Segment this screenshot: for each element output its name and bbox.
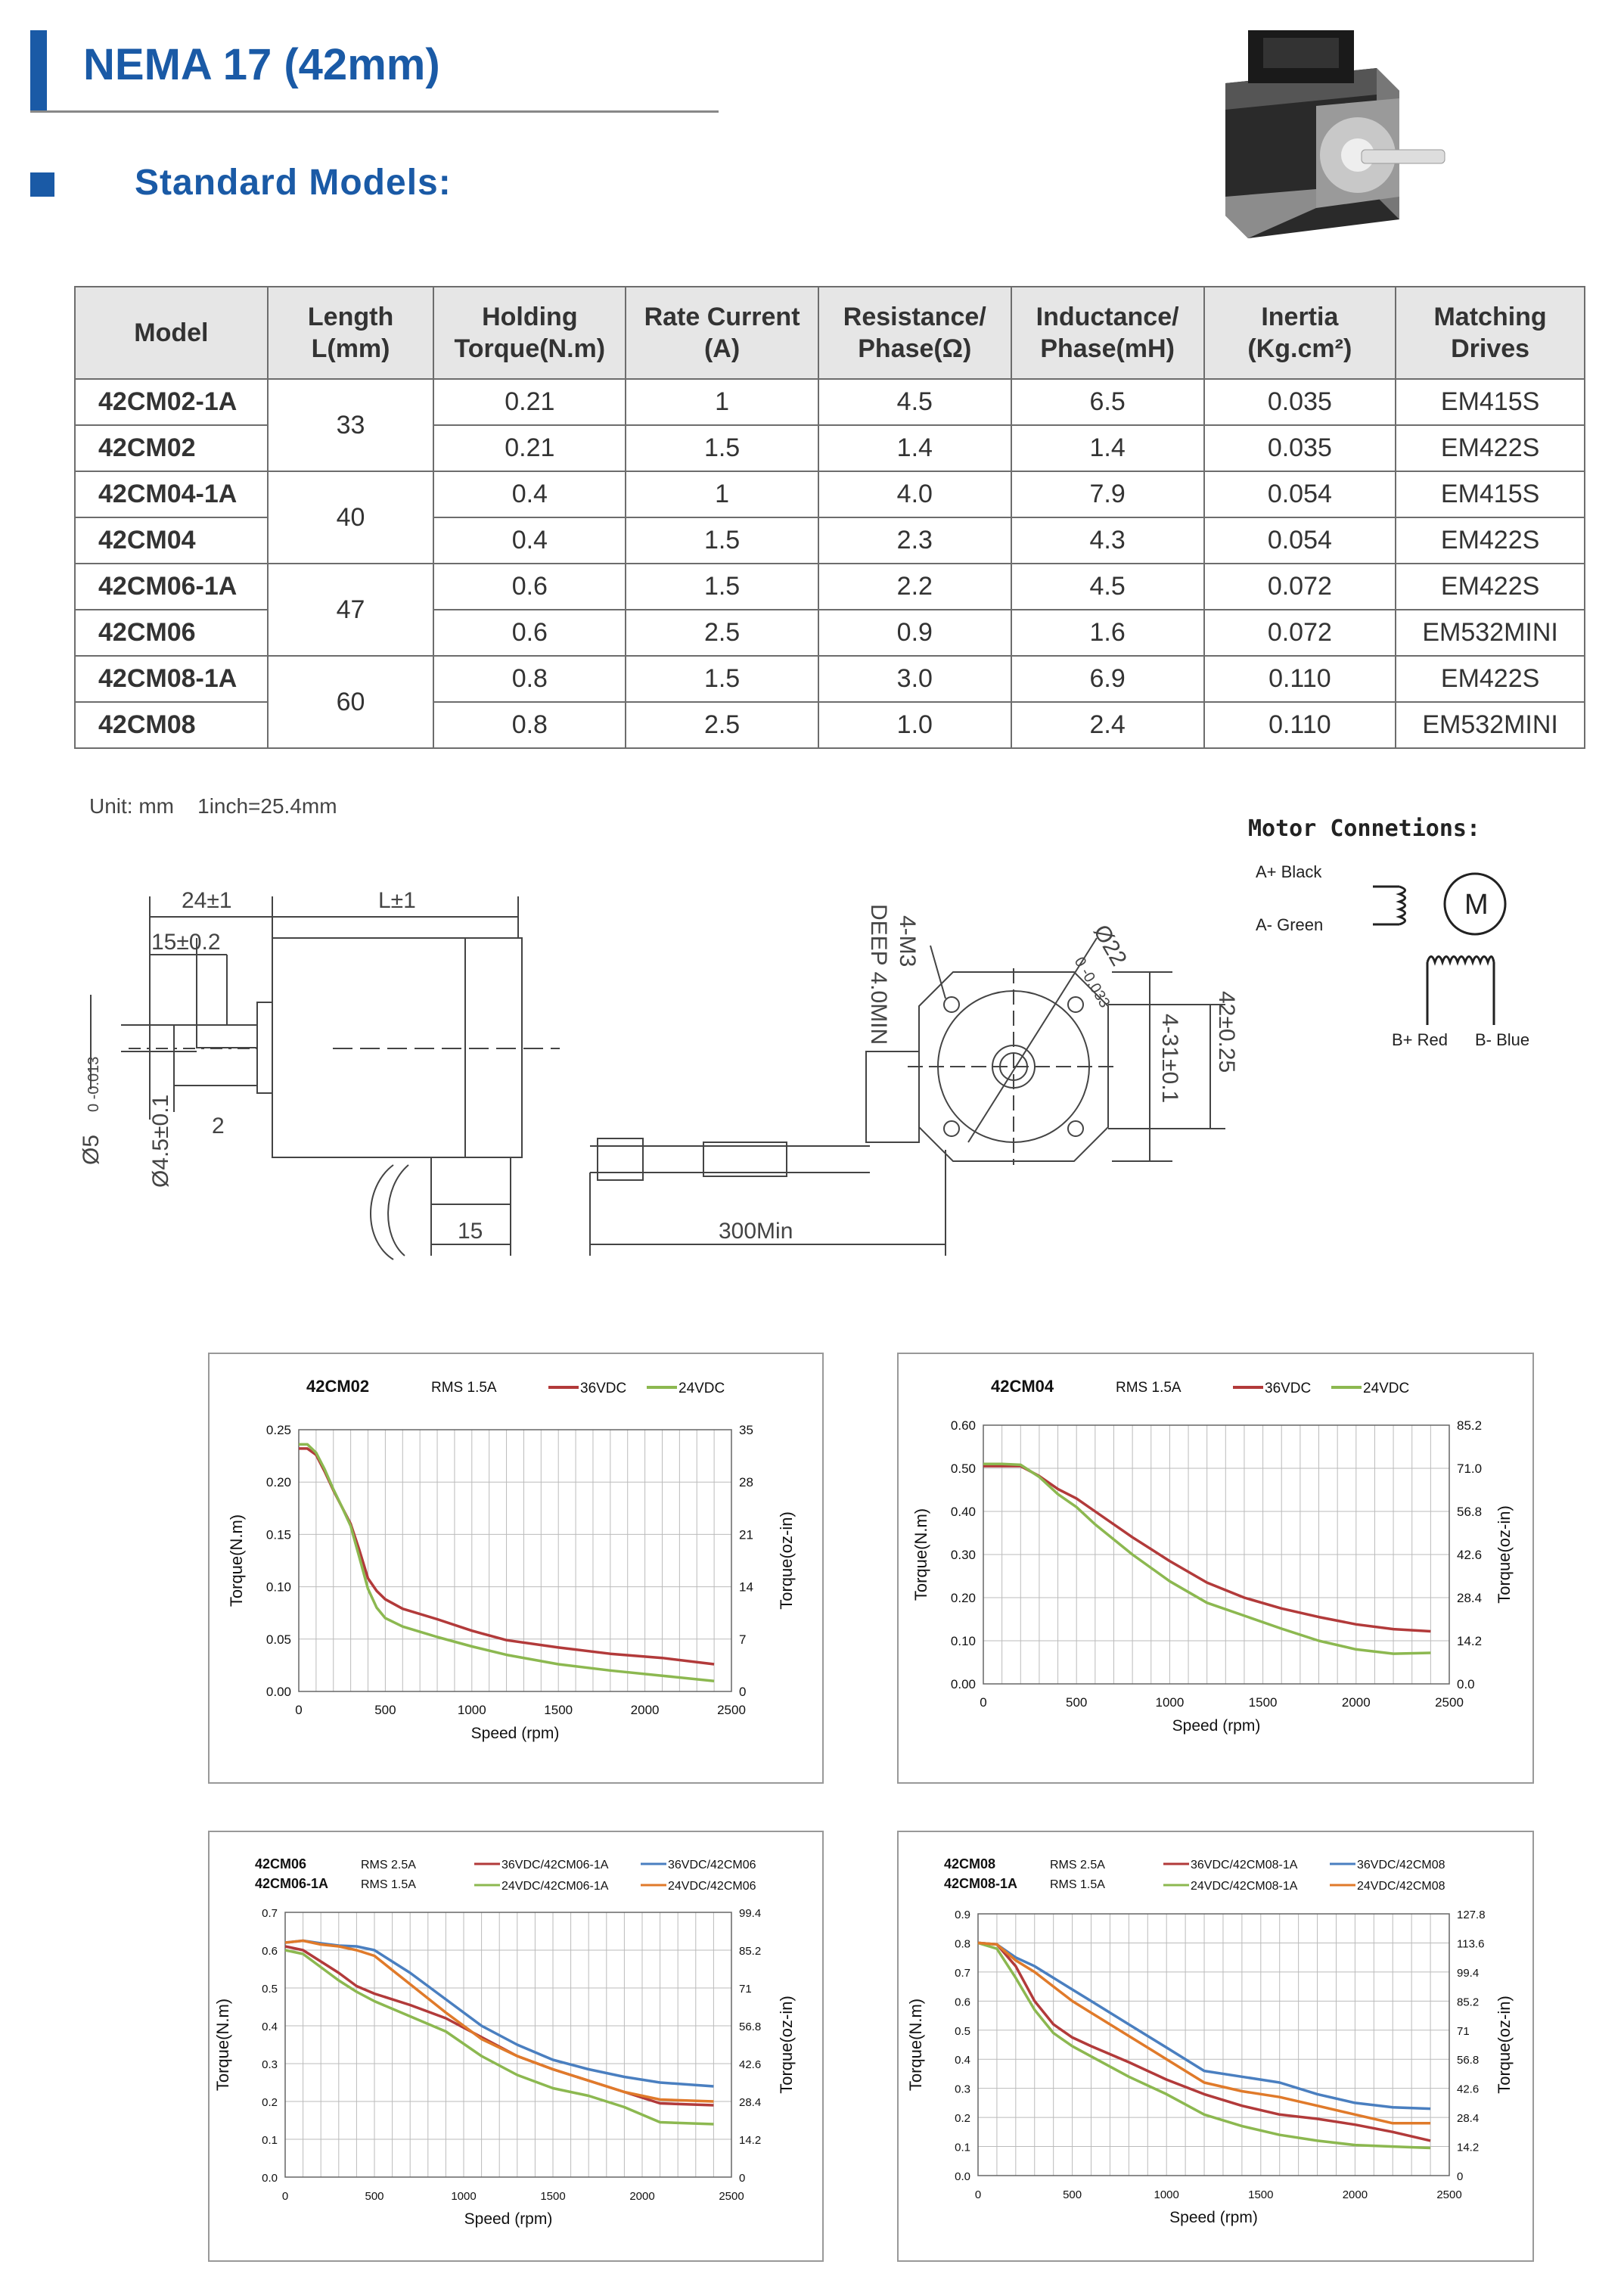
label-a-minus: A- Green <box>1256 915 1324 934</box>
y2-tick-label: 21 <box>739 1527 753 1542</box>
cell-torque: 0.8 <box>433 702 626 748</box>
dim-300: 300Min <box>719 1219 793 1244</box>
x-tick-label: 2000 <box>1342 2188 1368 2201</box>
cell-inductance: 2.4 <box>1011 702 1204 748</box>
x-tick-label: 1000 <box>1154 2188 1179 2201</box>
x-tick-label: 0 <box>295 1703 303 1717</box>
legend-label: 24VDC/42CM06-1A <box>501 1880 609 1893</box>
chart-panel-42cm04 <box>897 1353 1534 1784</box>
page-title: NEMA 17 (42mm) <box>83 40 440 89</box>
y-tick-label: 0.1 <box>955 2141 970 2154</box>
plot-frame <box>978 1914 1449 2176</box>
y-tick-label: 0.10 <box>265 1579 291 1595</box>
torque-chart-42cm02 <box>210 1354 822 1782</box>
dim-2: 2 <box>212 1114 225 1138</box>
motor-connections-title: Motor Connetions: <box>1248 815 1481 842</box>
chart-title: 42CM04 <box>991 1377 1054 1396</box>
torque-chart-42cm04 <box>899 1354 1532 1782</box>
x-tick-label: 2500 <box>717 1703 746 1717</box>
x-tick-label: 1500 <box>540 2190 566 2203</box>
y-tick-label: 0.1 <box>262 2134 278 2147</box>
title-accent-bar <box>30 30 47 112</box>
cell-length: 47 <box>268 564 434 656</box>
y2-tick-label: 42.6 <box>1457 1548 1483 1562</box>
x-tick-label: 1500 <box>544 1703 573 1717</box>
chart-note: RMS 1.5A <box>1116 1380 1182 1396</box>
cell-torque: 0.8 <box>433 656 626 702</box>
cell-resistance: 1.4 <box>818 425 1011 471</box>
cell-torque: 0.21 <box>433 425 626 471</box>
cell-resistance: 2.2 <box>818 564 1011 610</box>
y2-tick-label: 56.8 <box>1457 2054 1480 2067</box>
chart-title: 42CM08 <box>944 1856 996 1871</box>
cell-inductance: 6.5 <box>1011 379 1204 425</box>
x-tick-label: 500 <box>1066 1695 1088 1710</box>
cell-drive: EM415S <box>1396 471 1585 517</box>
dim-d22-tol: 0 -0.033 <box>1070 954 1113 1011</box>
cell-torque: 0.6 <box>433 610 626 656</box>
cell-resistance: 3.0 <box>818 656 1011 702</box>
table-row <box>75 564 1585 610</box>
cell-drive: EM415S <box>1396 379 1585 425</box>
torque-chart-42cm06 <box>210 1832 822 2260</box>
legend-label: 36VDC/42CM06-1A <box>501 1859 609 1871</box>
y2-tick-label: 42.6 <box>1457 2083 1480 2096</box>
cell-current: 1.5 <box>626 564 818 610</box>
x-axis-label: Speed (rpm) <box>1169 2209 1258 2226</box>
cell-resistance: 2.3 <box>818 517 1011 564</box>
x-tick-label: 2000 <box>629 2190 655 2203</box>
x-tick-label: 1000 <box>1155 1695 1185 1710</box>
y-tick-label: 0.6 <box>955 1996 970 2009</box>
y-tick-label: 0.5 <box>262 1983 278 1996</box>
dim-d5-tol: 0 -0.013 <box>85 1056 102 1112</box>
x-tick-label: 2500 <box>719 2190 744 2203</box>
cell-model: 42CM06-1A <box>75 564 268 610</box>
col-header-resistance: Resistance/ Phase(Ω) <box>818 287 1011 379</box>
y2-tick-label: 28.4 <box>739 2096 762 2109</box>
y2-tick-label: 28.4 <box>1457 2112 1480 2126</box>
y-tick-label: 0.2 <box>955 2112 970 2126</box>
cell-current: 1.5 <box>626 425 818 471</box>
y2-tick-label: 99.4 <box>739 1907 762 1920</box>
chart-title-2: 42CM06-1A <box>255 1876 329 1891</box>
y-tick-label: 0.00 <box>950 1677 976 1691</box>
y-axis-label: Torque(N.m) <box>213 1998 232 2092</box>
legend-label: 36VDC <box>1265 1381 1312 1396</box>
col-header-drives: Matching Drives <box>1396 287 1585 379</box>
y2-tick-label: 0 <box>1457 2170 1464 2183</box>
cell-inductance: 7.9 <box>1011 471 1204 517</box>
y2-tick-label: 113.6 <box>1457 1937 1485 1951</box>
cell-current: 2.5 <box>626 610 818 656</box>
cell-model: 42CM08-1A <box>75 656 268 702</box>
cell-inertia: 0.035 <box>1204 379 1396 425</box>
y2-tick-label: 85.2 <box>1457 1418 1483 1433</box>
dim-15b: 15 <box>458 1219 483 1244</box>
table-row <box>75 471 1585 517</box>
cell-inductance: 1.4 <box>1011 425 1204 471</box>
cell-model: 42CM04 <box>75 517 268 564</box>
y-tick-label: 0.0 <box>262 2172 278 2185</box>
y-tick-label: 0.00 <box>265 1685 291 1699</box>
x-tick-label: 0 <box>281 2190 289 2203</box>
cell-model: 42CM02-1A <box>75 379 268 425</box>
chart-note: RMS 1.5A <box>431 1380 497 1396</box>
y2-tick-label: 71 <box>1457 2024 1470 2038</box>
legend-label: 36VDC <box>580 1381 627 1396</box>
chart-note-2: RMS 1.5A <box>361 1878 416 1891</box>
dim-deep: DEEP 4.0MIN <box>866 904 891 1045</box>
y-tick-label: 0.7 <box>262 1907 278 1920</box>
table-row <box>75 656 1585 702</box>
table-header-row <box>75 287 1585 379</box>
y-tick-label: 0.15 <box>265 1527 291 1542</box>
y2-tick-label: 127.8 <box>1457 1909 1486 1921</box>
dim-length: L±1 <box>378 888 416 913</box>
y-tick-label: 0.60 <box>950 1418 976 1433</box>
cell-torque: 0.21 <box>433 379 626 425</box>
cell-inductance: 4.3 <box>1011 517 1204 564</box>
cell-inertia: 0.110 <box>1204 702 1396 748</box>
col-header-inertia: Inertia (Kg.cm²) <box>1204 287 1396 379</box>
legend-label: 36VDC/42CM06 <box>668 1859 756 1871</box>
x-tick-label: 2500 <box>1435 1695 1464 1710</box>
chart-panel-42cm02 <box>208 1353 824 1784</box>
y2-tick-label: 14.2 <box>739 2134 762 2147</box>
x-tick-label: 2500 <box>1436 2188 1462 2201</box>
y-tick-label: 0.40 <box>950 1505 976 1519</box>
y2-tick-label: 71 <box>739 1983 752 1996</box>
chart-panel-42cm08 <box>897 1831 1534 2262</box>
x-tick-label: 500 <box>1063 2188 1082 2201</box>
chart-title: 42CM02 <box>306 1377 370 1396</box>
x-tick-label: 0 <box>980 1695 987 1710</box>
motor-symbol: M <box>1464 889 1489 921</box>
cell-inertia: 0.110 <box>1204 656 1396 702</box>
x-axis-label: Speed (rpm) <box>1172 1717 1261 1735</box>
cell-inductance: 6.9 <box>1011 656 1204 702</box>
y-tick-label: 0.10 <box>950 1634 976 1648</box>
cell-torque: 0.4 <box>433 471 626 517</box>
x-tick-label: 2000 <box>1341 1695 1371 1710</box>
y-tick-label: 0.20 <box>950 1591 976 1605</box>
dim-d5: Ø5 <box>79 1134 104 1165</box>
cell-current: 2.5 <box>626 702 818 748</box>
y2-tick-label: 28 <box>739 1475 753 1490</box>
col-header-current: Rate Current (A) <box>626 287 818 379</box>
y2-tick-label: 85.2 <box>739 1945 762 1958</box>
legend-label: 24VDC/42CM08-1A <box>1191 1880 1298 1893</box>
dim-15a: 15±0.2 <box>151 930 221 955</box>
y2-axis-label: Torque(oz-in) <box>777 1996 796 2094</box>
y-tick-label: 0.0 <box>955 2170 970 2183</box>
cell-inertia: 0.072 <box>1204 564 1396 610</box>
cell-inductance: 1.6 <box>1011 610 1204 656</box>
y2-tick-label: 56.8 <box>739 2021 762 2033</box>
legend-label: 36VDC/42CM08 <box>1357 1859 1445 1871</box>
cell-length: 40 <box>268 471 434 564</box>
label-b-plus: B+ Red <box>1392 1030 1448 1049</box>
y2-tick-label: 42.6 <box>739 2058 762 2071</box>
y-tick-label: 0.50 <box>950 1461 976 1476</box>
dim-24: 24±1 <box>182 888 232 913</box>
cell-resistance: 4.5 <box>818 379 1011 425</box>
cell-current: 1 <box>626 379 818 425</box>
x-tick-label: 1000 <box>451 2190 477 2203</box>
y-tick-label: 0.6 <box>262 1945 278 1958</box>
cell-resistance: 4.0 <box>818 471 1011 517</box>
y2-tick-label: 35 <box>739 1423 753 1437</box>
spec-table <box>74 286 1585 749</box>
chart-note-2: RMS 1.5A <box>1050 1878 1105 1891</box>
dim-42: 42±0.25 <box>1214 991 1239 1073</box>
wiring-diagram <box>1248 847 1581 1059</box>
dimension-drawing <box>76 832 1256 1301</box>
y-tick-label: 0.9 <box>955 1909 970 1921</box>
cell-drive: EM422S <box>1396 517 1585 564</box>
dim-d22: Ø22 <box>1088 921 1132 971</box>
y-tick-label: 0.4 <box>955 2054 970 2067</box>
cell-model: 42CM08 <box>75 702 268 748</box>
cell-drive: EM422S <box>1396 564 1585 610</box>
y-tick-label: 0.05 <box>265 1632 291 1647</box>
cell-torque: 0.6 <box>433 564 626 610</box>
x-tick-label: 2000 <box>630 1703 660 1717</box>
cell-inertia: 0.054 <box>1204 471 1396 517</box>
y2-tick-label: 56.8 <box>1457 1505 1483 1519</box>
cell-resistance: 1.0 <box>818 702 1011 748</box>
cell-inertia: 0.035 <box>1204 425 1396 471</box>
chart-title-2: 42CM08-1A <box>944 1876 1018 1891</box>
cell-inertia: 0.072 <box>1204 610 1396 656</box>
y2-tick-label: 99.4 <box>1457 1966 1480 1980</box>
table-row <box>75 379 1585 425</box>
dim-31: 4-31±0.1 <box>1157 1014 1182 1104</box>
y-axis-label: Torque(N.m) <box>227 1514 246 1607</box>
section-subtitle: Standard Models: <box>135 163 452 203</box>
x-axis-label: Speed (rpm) <box>464 2210 553 2228</box>
y2-tick-label: 14.2 <box>1457 1634 1483 1648</box>
torque-chart-42cm08 <box>899 1832 1532 2260</box>
cell-model: 42CM06 <box>75 610 268 656</box>
y-tick-label: 0.7 <box>955 1966 970 1980</box>
y-tick-label: 0.4 <box>262 2021 278 2033</box>
cell-drive: EM532MINI <box>1396 610 1585 656</box>
cell-inertia: 0.054 <box>1204 517 1396 564</box>
col-header-length: Length L(mm) <box>268 287 434 379</box>
cell-drive: EM532MINI <box>1396 702 1585 748</box>
legend-label: 36VDC/42CM08-1A <box>1191 1859 1298 1871</box>
y2-tick-label: 0 <box>739 2172 746 2185</box>
chart-note: RMS 2.5A <box>1050 1859 1105 1871</box>
cell-drive: EM422S <box>1396 425 1585 471</box>
y-tick-label: 0.3 <box>262 2058 278 2071</box>
col-header-inductance: Inductance/ Phase(mH) <box>1011 287 1204 379</box>
cell-model: 42CM04-1A <box>75 471 268 517</box>
cell-drive: EM422S <box>1396 656 1585 702</box>
x-tick-label: 1500 <box>1248 1695 1278 1710</box>
y2-tick-label: 7 <box>739 1632 747 1647</box>
x-tick-label: 0 <box>974 2188 982 2201</box>
y-tick-label: 0.30 <box>950 1548 976 1562</box>
cell-torque: 0.4 <box>433 517 626 564</box>
y2-tick-label: 14 <box>739 1579 753 1595</box>
x-tick-label: 500 <box>374 1703 396 1717</box>
y2-tick-label: 28.4 <box>1457 1591 1483 1605</box>
y-axis-label: Torque(N.m) <box>911 1508 930 1601</box>
chart-note: RMS 2.5A <box>361 1859 416 1871</box>
dim-d45: Ø4.5±0.1 <box>148 1094 173 1188</box>
chart-panel-42cm06 <box>208 1831 824 2262</box>
cell-resistance: 0.9 <box>818 610 1011 656</box>
y-tick-label: 0.8 <box>955 1937 970 1951</box>
y2-tick-label: 14.2 <box>1457 2141 1480 2154</box>
y-tick-label: 0.2 <box>262 2096 278 2109</box>
cell-length: 60 <box>268 656 434 748</box>
y-tick-label: 0.5 <box>955 2024 970 2038</box>
y2-tick-label: 71.0 <box>1457 1461 1483 1476</box>
y-axis-label: Torque(N.m) <box>906 1998 925 2092</box>
unit-note: Unit: mm 1inch=25.4mm <box>89 794 337 818</box>
subtitle-marker <box>30 172 54 197</box>
y2-tick-label: 0 <box>739 1685 747 1699</box>
x-tick-label: 1000 <box>457 1703 486 1717</box>
legend-label: 24VDC/42CM08 <box>1357 1880 1445 1893</box>
cell-model: 42CM02 <box>75 425 268 471</box>
cell-length: 33 <box>268 379 434 471</box>
x-tick-label: 1500 <box>1248 2188 1274 2201</box>
cell-current: 1.5 <box>626 656 818 702</box>
y-tick-label: 0.20 <box>265 1475 291 1490</box>
y-tick-label: 0.3 <box>955 2083 970 2096</box>
motor-product-image <box>1203 23 1460 250</box>
legend-label: 24VDC <box>678 1381 725 1396</box>
col-header-model: Model <box>75 287 268 379</box>
y2-tick-label: 0.0 <box>1457 1677 1475 1691</box>
legend-label: 24VDC/42CM06 <box>668 1880 756 1893</box>
chart-title: 42CM06 <box>255 1856 307 1871</box>
label-b-minus: B- Blue <box>1475 1030 1530 1049</box>
label-a-plus: A+ Black <box>1256 862 1322 881</box>
y2-axis-label: Torque(oz-in) <box>777 1511 796 1610</box>
plot-frame <box>285 1912 731 2177</box>
cell-current: 1 <box>626 471 818 517</box>
cell-inductance: 4.5 <box>1011 564 1204 610</box>
legend-label: 24VDC <box>1363 1381 1410 1396</box>
col-header-torque: Holding Torque(N.m) <box>433 287 626 379</box>
y2-axis-label: Torque(oz-in) <box>1495 1505 1514 1604</box>
y2-tick-label: 85.2 <box>1457 1996 1480 2009</box>
cell-current: 1.5 <box>626 517 818 564</box>
y2-axis-label: Torque(oz-in) <box>1495 1996 1514 2094</box>
title-divider <box>30 110 719 113</box>
x-axis-label: Speed (rpm) <box>470 1725 560 1742</box>
dim-m3: 4-M3 <box>895 915 920 968</box>
x-tick-label: 500 <box>365 2190 384 2203</box>
y-tick-label: 0.25 <box>265 1423 291 1437</box>
